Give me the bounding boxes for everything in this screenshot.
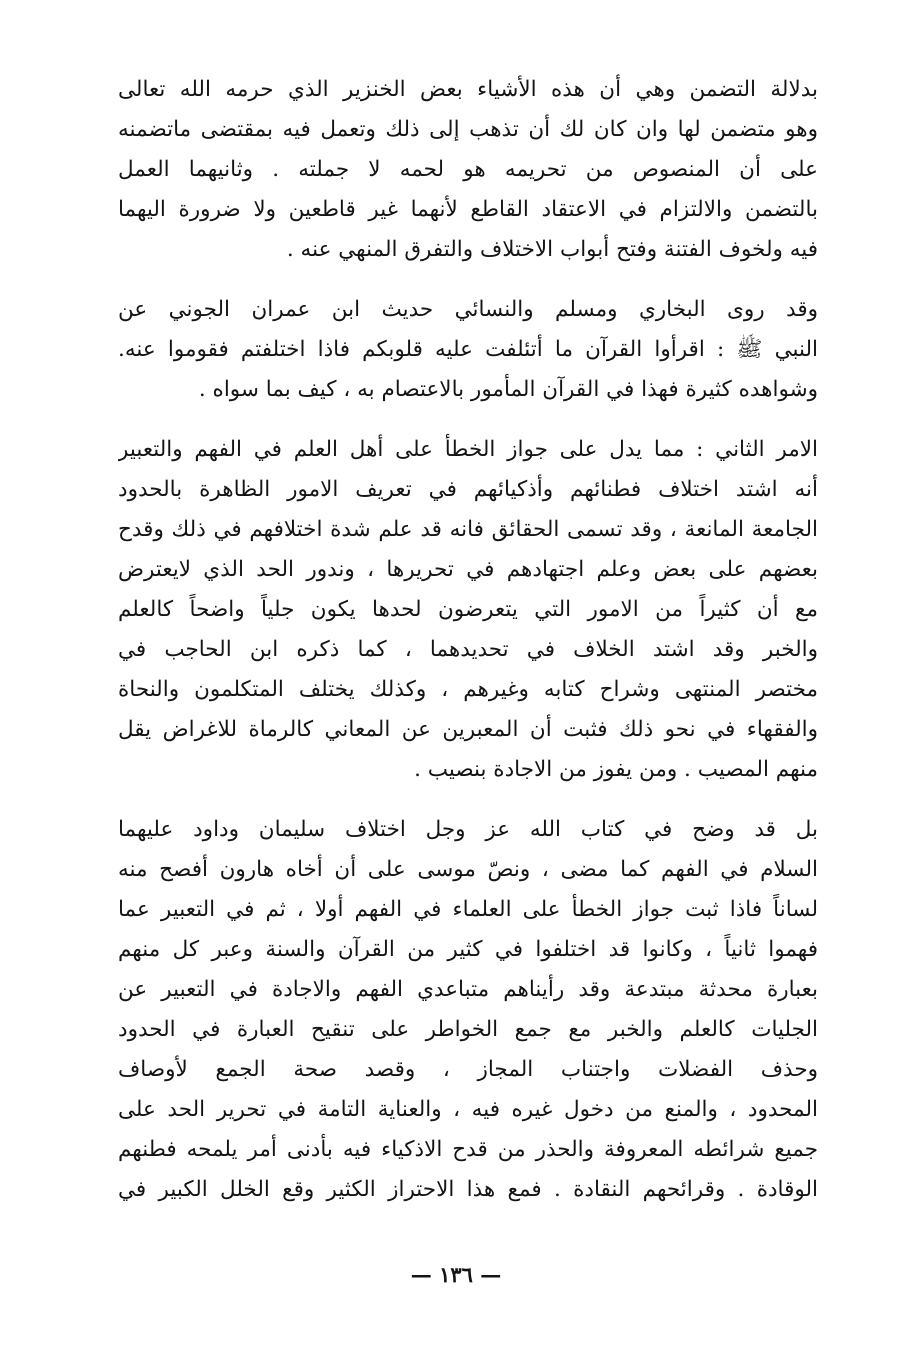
text-line: والفقهاء في نحو ذلك فثبت أن المعبرين عن المعاني كالرماة للاغراض يقل [118,717,818,742]
text-line: وشواهده كثيرة فهذا في القرآن المأمور بالاعتصام به ، كيف بما سواه . [198,377,818,402]
paragraph-1 [118,70,818,270]
text-line: وقد روى البخاري ومسلم والنسائي حديث ابن عمران الجوني عن [118,297,818,322]
text-line: لساناً فاذا ثبت جواز الخطأ على العلماء في الفهم أولا ، ثم في التعبير عما [118,897,818,922]
paragraph-spacer [118,790,818,810]
paragraph-spacer [118,410,818,430]
text-line: منهم المصيب . ومن يفوز من الاجادة بنصيب . [414,757,818,782]
text-line: المحدود ، والمنع من دخول غيره فيه ، والعناية التامة في تحرير الحد على [118,1097,818,1122]
text-line: جميع شرائطه المعروفة والحذر من قدح الاذكياء فيه بأدنى أمر يلمحه فطنهم [118,1137,818,1162]
text-line: بدلالة التضمن وهي أن هذه الأشياء بعض الخنزير الذي حرمه الله تعالى [118,77,818,102]
text-line: الامر الثاني : مما يدل على جواز الخطأ على أهل العلم في الفهم والتعبير [118,437,818,462]
text-line: وحذف الفضلات واجتناب المجاز ، وقصد صحة الجمع لأوصاف [118,1057,818,1082]
text-line: مختصر المنتهى وشراح كتابه وغيرهم ، وكذلك يختلف المتكلمون والنحاة [118,677,818,702]
text-line: بعبارة محدثة مبتدعة وقد رأيناهم متباعدي الفهم والاجادة في التعبير عن [118,977,818,1002]
text-line: الجامعة المانعة ، وقد تسمى الحقائق فانه قد علم شدة اختلافهم في ذلك وقدح [118,517,818,542]
text-line: فهموا ثانياً ، وكانوا قد اختلفوا في كثير من القرآن والسنة وعبر كل منهم [118,937,818,962]
paragraph-2 [118,290,818,410]
text-line: النبي ﷺ : اقرأوا القرآن ما أتئلفت عليه قلوبكم فاذا اختلفتم فقوموا عنه. [118,337,818,362]
text-line: فيه ولخوف الفتنة وفتح أبواب الاختلاف والتفرق المنهي عنه . [286,237,818,262]
text-line: الجليات كالعلم والخبر مع جمع الخواطر على تنقيح العبارة في الحدود [118,1017,818,1042]
text-line: السلام في الفهم كما مضى ، ونصّ موسى على أن أخاه هارون أفصح منه [118,857,818,882]
text-line: أنه اشتد اختلاف فطنائهم وأذكيائهم في تعريف الامور الظاهرة بالحدود [118,477,818,502]
text-line: بالتضمن والالتزام في الاعتقاد القاطع لأنهما غير قاطعين ولا ضرورة اليهما [118,197,818,222]
paragraph-spacer [118,270,818,290]
text-line: والخبر وقد اشتد الخلاف في تحديدهما ، كما ذكره ابن الحاجب في [118,637,818,662]
text-line: الوقادة . وقرائحهم النقادة . فمع هذا الاحتراز الكثير وقع الخلل الكبير في [118,1177,818,1202]
paragraph-3 [118,430,818,790]
text-line: مع أن كثيراً من الامور التي يتعرضون لحدها يكون جلياً واضحاً كالعلم [118,597,818,622]
text-line: بعضهم على بعض وعلم اجتهادهم في تحريرها ، وندور الحد الذي لايعترض [118,557,818,582]
text-line: وهو متضمن لها وان كان لك أن تذهب إلى ذلك وتعمل فيه بمقتضى ماتضمنه [118,117,818,142]
text-line: بل قد وضح في كتاب الله عز وجل اختلاف سليمان وداود عليهما [118,817,818,842]
paragraph-4 [118,810,818,1210]
page-text-body [118,70,818,1210]
page-number: — ١٣٦ — [410,1262,502,1287]
text-line: على أن المنصوص من تحريمه هو لحمه لا جملته . وثانيهما العمل [118,157,818,182]
